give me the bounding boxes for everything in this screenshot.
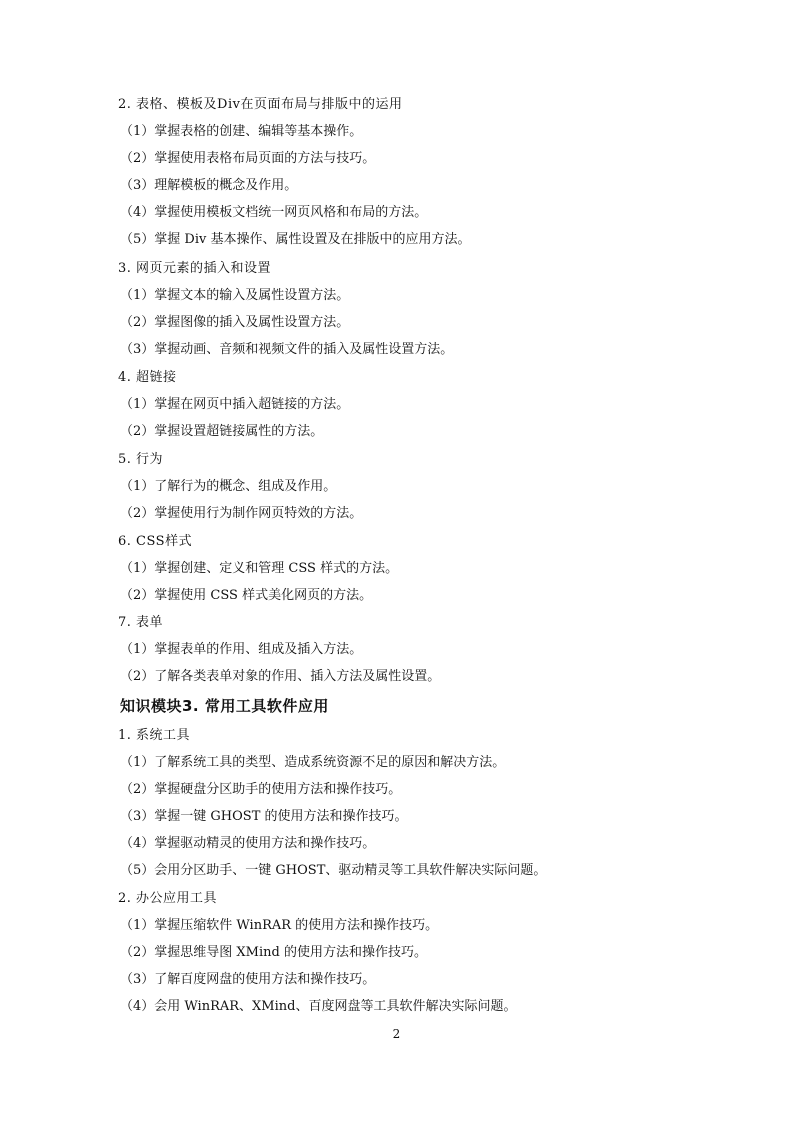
list-item: （1）了解行为的概念、组成及作用。 [120, 479, 337, 494]
subsection-heading: 3. 网页元素的插入和设置 [118, 261, 272, 276]
list-item: （2）掌握硬盘分区助手的使用方法和操作技巧。 [120, 782, 402, 797]
list-item: （5）掌握 Div 基本操作、属性设置及在排版中的应用方法。 [120, 232, 471, 247]
subsection-heading: 4. 超链接 [118, 370, 177, 385]
list-item: （1）掌握表单的作用、组成及插入方法。 [120, 642, 363, 657]
subsection-heading: 5. 行为 [118, 452, 164, 467]
list-item: （5）会用分区助手、一键 GHOST、驱动精灵等工具软件解决实际问题。 [120, 863, 547, 878]
list-item: （1）掌握在网页中插入超链接的方法。 [120, 397, 350, 412]
list-item: （1）了解系统工具的类型、造成系统资源不足的原因和解决方法。 [120, 755, 506, 770]
subsection-heading: 6. CSS样式 [118, 534, 193, 549]
list-item: （3）理解模板的概念及作用。 [120, 178, 298, 193]
subsection-heading: 2. 表格、模板及Div在页面布局与排版中的运用 [118, 97, 403, 112]
list-item: （1）掌握表格的创建、编辑等基本操作。 [120, 124, 363, 139]
list-item: （1）掌握创建、定义和管理 CSS 样式的方法。 [120, 561, 399, 576]
subsection-heading: 1. 系统工具 [118, 728, 191, 743]
list-item: （1）掌握压缩软件 WinRAR 的使用方法和操作技巧。 [120, 918, 439, 933]
page-number: 2 [392, 1027, 401, 1041]
list-item: （1）掌握文本的输入及属性设置方法。 [120, 288, 350, 303]
list-item: （2）掌握思维导图 XMind 的使用方法和操作技巧。 [120, 945, 427, 960]
list-item: （2）掌握图像的插入及属性设置方法。 [120, 315, 350, 330]
section-heading: 知识模块3. 常用工具软件应用 [120, 697, 329, 715]
list-item: （2）掌握使用表格布局页面的方法与技巧。 [120, 151, 376, 166]
list-item: （2）了解各类表单对象的作用、插入方法及属性设置。 [120, 669, 441, 684]
list-item: （2）掌握使用行为制作网页特效的方法。 [120, 506, 363, 521]
subsection-heading: 2. 办公应用工具 [118, 891, 218, 906]
list-item: （2）掌握使用 CSS 样式美化网页的方法。 [120, 588, 373, 603]
list-item: （4）掌握使用模板文档统一网页风格和布局的方法。 [120, 205, 428, 220]
list-item: （4）会用 WinRAR、XMind、百度网盘等工具软件解决实际问题。 [120, 999, 517, 1014]
subsection-heading: 7. 表单 [118, 615, 164, 630]
list-item: （3）了解百度网盘的使用方法和操作技巧。 [120, 972, 376, 987]
list-item: （4）掌握驱动精灵的使用方法和操作技巧。 [120, 836, 376, 851]
list-item: （3）掌握一键 GHOST 的使用方法和操作技巧。 [120, 809, 408, 824]
list-item: （3）掌握动画、音频和视频文件的插入及属性设置方法。 [120, 342, 454, 357]
list-item: （2）掌握设置超链接属性的方法。 [120, 424, 324, 439]
